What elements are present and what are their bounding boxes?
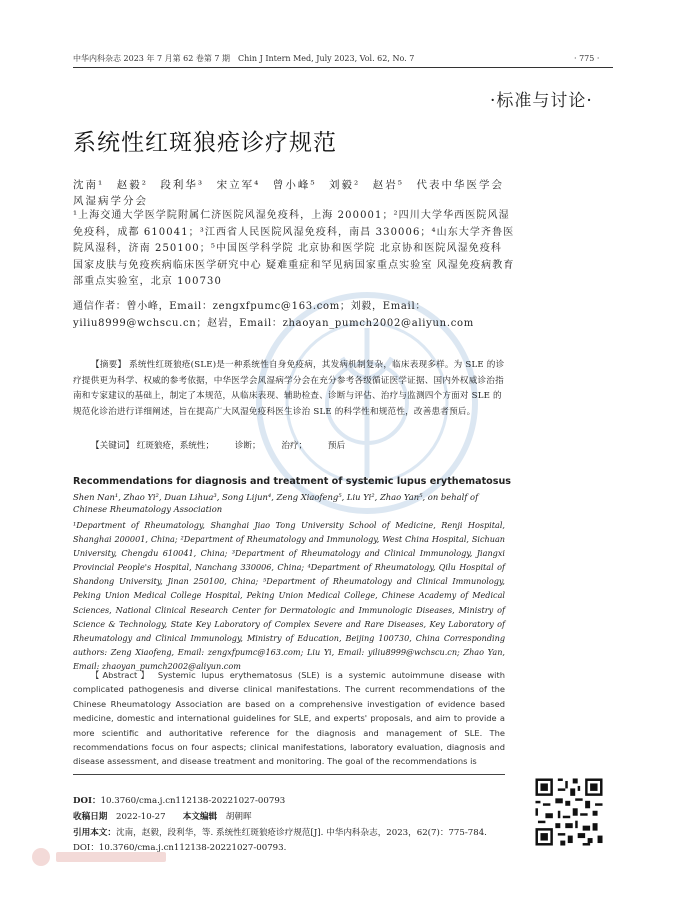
cite-line bbox=[73, 826, 533, 842]
received-line bbox=[73, 810, 533, 826]
footer-divider bbox=[73, 774, 505, 775]
qr-code-icon[interactable] bbox=[533, 776, 605, 848]
editor-name: 胡朝晖 bbox=[225, 811, 252, 822]
abstract-label-english: 【Abstract】 bbox=[91, 670, 152, 680]
authors-english: Shen Nan¹, Zhao Yi², Duan Lihua³, Song Lijun⁴, Zeng Xiaofeng⁵, Liu Yi², Zhao Yan⁵, on behalf of Chinese Rheumatology Association bbox=[73, 492, 479, 514]
page-number: · 775 · bbox=[574, 54, 600, 63]
affiliations-english bbox=[73, 518, 505, 673]
cite-label: 引用本文： bbox=[73, 827, 116, 838]
title-chinese: 系统性红斑狼疮诊疗规范 bbox=[73, 130, 337, 156]
received-label: 收稿日期 bbox=[73, 811, 108, 822]
keyword-item: 诊断； bbox=[234, 441, 261, 451]
abstract-text-english: Systemic lupus erythematosus (SLE) is a systemic autoimmune disease with complicated pathogenesis and diverse clinical manifestations. The current recommendations of the Chinese Rheumatology Association are based on a comprehensive investigation of evidence based medicine, domestic and international guidelines for SLE, and experts' proposals, and aim to provide a more scientific and authoritative reference for the diagnosis and management of SLE. The recommendations focus on four aspects; clinical manifestations, laboratory evaluation, diagnosis and disease assessment, and disease treatment and monitoring. The goal of the recommendations is bbox=[73, 670, 505, 767]
keyword-item: 红斑狼疮，系统性； bbox=[136, 441, 215, 451]
abstract-chinese bbox=[73, 358, 505, 420]
keywords-chinese bbox=[91, 439, 363, 451]
keyword-item: 治疗； bbox=[281, 441, 308, 451]
publisher-logo-watermark bbox=[30, 846, 180, 868]
abstract-label-chinese: 【摘要】 bbox=[91, 360, 127, 370]
doi-link[interactable]: 10.3760/cma.j.cn112138-20221027-00793 bbox=[100, 796, 286, 806]
cite-doi: DOI：10.3760/cma.j.cn112138-20221027-00793. bbox=[73, 843, 287, 854]
editor-label: 本文编辑 bbox=[182, 811, 218, 822]
affiliations-chinese: ¹上海交通大学医学院附属仁济医院风湿免疫科，上海 200001；²四川大学华西医院风湿免疫科，成都 610041；³江西省人民医院风湿免疫科，南昌 330006；⁴山东大学齐鲁医院风湿科，济南 250100；⁵中国医学科学院 北京协和医学院 北京协和医院风湿免疫科 国家皮肤与免疫疾病临床医学研究中心 疑难重症和罕见病国家重点实验室 风湿免疫病教育部重点实验室，北京 100730 bbox=[73, 210, 515, 287]
abstract-english bbox=[73, 668, 505, 769]
authors-chinese: 沈南¹ 赵毅² 段利华³ 宋立军⁴ 曾小峰⁵ 刘毅² 赵岩⁵ 代表中华医学会风湿病学分会 bbox=[73, 179, 504, 207]
correspondence-chinese: 通信作者：曾小峰，Email：zengxfpumc@163.com；刘毅，Email：yiliu8999@wchscu.cn；赵岩，Email：zhaoyan_pumch2002@aliyun.com bbox=[73, 301, 474, 329]
doi-label: DOI： bbox=[73, 796, 101, 806]
cite-text: 沈南，赵毅，段利华，等. 系统性红斑狼疮诊疗规范[J]. 中华内科杂志，2023，62(7)：775-784. bbox=[115, 827, 487, 838]
correspondence-english: Corresponding authors: Zeng Xiaofeng, Email: zengxfpumc@163.com; Liu Yi, Email: yiliu8999@wchscu.cn; Zhao Yan, Email: zhaoyan_pumch2002@aliyun.com bbox=[73, 632, 506, 671]
abstract-text-chinese: 系统性红斑狼疮(SLE)是一种系统性自身免疫病，其发病机制复杂，临床表现多样。为 SLE 的诊疗提供更为科学、权威的参考依据，中华医学会风湿病学分会在充分参考各级循证医学证据、国内外权威诊治指南和专家建议的基础上，制定了本规范，从临床表现、辅助检查、诊断与评估、治疗与监测四个方面对 SLE 的规范化诊治进行详细阐述，旨在提高广大风湿免疫科医生诊治 SLE 的科学性和规范性，改善患者预后。 bbox=[73, 360, 505, 417]
keywords-label: 【关键词】 bbox=[91, 441, 134, 451]
affiliations-english-text: ¹Department of Rheumatology, Shanghai Jiao Tong University School of Medicine, Renji Hospital, Shanghai 200001, China; ²Department of Rheumatology and Immunology, West China Hospital, Sichuan University, Chengdu 610041, China; ³Department of Rheumatology and Clinical Immunology, Jiangxi Provincial People's Hospital, Nanchang 330006, China; ⁴Department of Rheumatology, Qilu Hospital of Shandong University, Jinan 250100, China; ⁵Department of Rheumatology and Clinical Immunology, Peking Union Medical College Hospital, Peking Union Medical College, Chinese Academy of Medical Sciences, National Clinical Research Center for Dermatologic and Immunologic Diseases, Ministry of Science & Technology, State Key Laboratory of Complex Severe and Rare Diseases, Key Laboratory of Rheumatology and Clinical Immunology, Ministry of Education, Beijing 100730, China bbox=[73, 520, 505, 643]
received-date: 2022-10-27 bbox=[116, 811, 166, 822]
title-english: Recommendations for diagnosis and treatment of systemic lupus erythematosus bbox=[73, 476, 512, 487]
doi-line bbox=[73, 794, 533, 810]
keyword-item: 预后 bbox=[327, 441, 346, 451]
running-header: 中华内科杂志 2023 年 7 月第 62 卷第 7 期 Chin J Intern Med, July 2023, Vol. 62, No. 7 bbox=[73, 53, 613, 68]
section-tag: ·标准与讨论· bbox=[490, 91, 593, 111]
